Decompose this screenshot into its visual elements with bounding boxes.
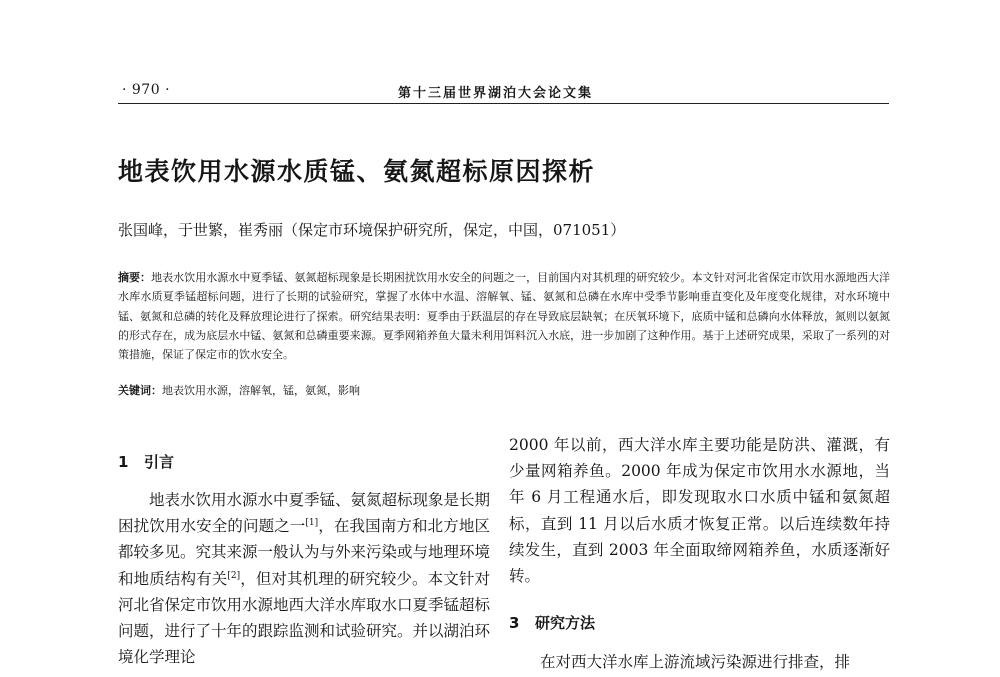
method-text: 在对西大洋水库上游流域污染源进行排查，排 [540,653,851,671]
intro-text-2: ，在我国南方和北方地区都较多见。究其来源一般认为与外来污染或与地理环境和地质结构有关 [118,517,491,588]
section-heading-method [509,612,595,633]
right-column-paragraph [509,432,890,589]
keywords-text: 地表饮用水源，溶解氧，锰，氨氮，影响 [162,384,360,397]
section-title: 研究方法 [535,614,596,632]
section-heading-intro [118,451,174,472]
header-rule [118,103,889,104]
intro-text-3: ，但对其机理的研究较少。本文针对河北省保定市饮用水源地西大洋水库取水口夏季锰超标问题，进行了十年的跟踪监测和试验研究。并以湖泊环境化学理论 [118,569,491,667]
section-title: 引言 [144,453,175,471]
keywords [118,382,360,398]
authors: 张国峰，于世繁，崔秀丽（保定市环境保护研究所，保定，中国，071051） [118,221,626,239]
page-number: · 970 · [122,82,171,98]
abstract-text: 地表水饮用水源水中夏季锰、氨氮超标现象是长期困扰饮用水安全的问题之一，目前国内对其机理的研究较少。本文针对河北省保定市饮用水源地西大洋水库水质夏季锰超标问题，进行了长期的试验研究，掌握了水体中水温、溶解氧、锰、氨氮和总磷在水库中受季节影响垂直变化及年度变化规律，对水环境中锰、氨氮和总磷的转化及释放理论进行了探索。研究结果表明：夏季由于跃温层的存在导致底层缺氧；在厌氧环境下，底质中锰和总磷向水体释放，氮则以氨氮的形式存在，成为底层水中锰、氨氮和总磷重要来源。夏季网箱养鱼大量未利用饵料沉入水底，进一步加剧了这种作用。基于上述研究成果，采取了一系列的对策措施，保证了保定市的饮水安全。 [118,271,891,362]
history-paragraph: 2000 年以前，西大洋水库主要功能是防洪、灌溉，有少量网箱养鱼。2000 年成为保定市饮用水水源地，当年 6 月工程通水后，即发现取水口水质中锰和氨氮超标，直到 11 月以后水质才恢复正常。以后连续数年持续发生，直到 2003 年全面取缔网箱养鱼，水质逐渐好转。 [509,436,890,586]
section-number: 3 [509,614,520,632]
intro-paragraph [118,487,490,670]
journal-title: 第十三届世界湖泊大会论文集 [398,86,594,101]
citation-1: [1] [305,518,319,529]
method-paragraph [509,649,890,675]
citation-2: [2] [227,570,241,581]
section-number: 1 [118,453,129,471]
intro-text-1: 地表水饮用水源水中夏季锰、氨氮超标现象是长期困扰饮用水安全的问题之一 [118,491,491,536]
keywords-label: 关键词： [118,384,162,397]
abstract-label: 摘要： [118,271,152,284]
abstract [118,268,890,364]
paper-title: 地表饮用水源水质锰、氨氮超标原因探析 [118,157,596,186]
